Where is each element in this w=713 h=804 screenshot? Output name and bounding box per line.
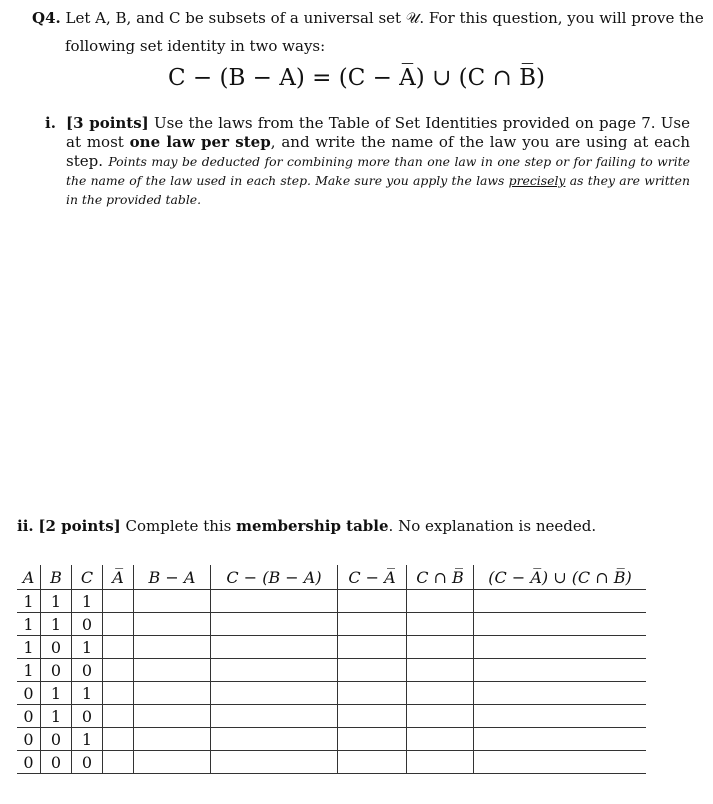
- table-cell-blank[interactable]: [474, 682, 647, 705]
- table-cell-blank[interactable]: [407, 590, 474, 613]
- table-cell-blank[interactable]: [407, 659, 474, 682]
- part-i: [45, 114, 690, 209]
- table-cell-blank[interactable]: [338, 659, 407, 682]
- table-cell-value: 1: [41, 705, 72, 728]
- table-cell-blank[interactable]: [474, 613, 647, 636]
- table-cell-blank[interactable]: [211, 636, 338, 659]
- table-cell-blank[interactable]: [407, 728, 474, 751]
- table-row: [17, 613, 646, 636]
- table-cell-blank[interactable]: [134, 682, 211, 705]
- header-c: C: [72, 565, 103, 590]
- part-ii-points: [2 points]: [38, 517, 121, 535]
- table-cell-value: 0: [17, 705, 41, 728]
- table-cell-blank[interactable]: [211, 751, 338, 774]
- part-i-label: i.: [45, 114, 56, 132]
- table-cell-value: 1: [41, 590, 72, 613]
- question-line-1: [32, 9, 704, 27]
- table-cell-value: 0: [41, 659, 72, 682]
- table-cell-value: 0: [17, 682, 41, 705]
- table-cell-blank[interactable]: [134, 636, 211, 659]
- part-i-text: [66, 114, 690, 209]
- question-text-1: Let A, B, and C be subsets of a universal set 𝒰. For this question, you will prove the: [65, 9, 704, 27]
- table-row: [17, 659, 646, 682]
- table-cell-blank[interactable]: [211, 682, 338, 705]
- table-cell-blank[interactable]: [338, 682, 407, 705]
- header-c-minus-a-complement: C − A̅: [338, 565, 407, 590]
- table-cell-value: 0: [72, 705, 103, 728]
- table-cell-blank[interactable]: [474, 636, 647, 659]
- table-cell-blank[interactable]: [338, 705, 407, 728]
- table-cell-value: 0: [72, 659, 103, 682]
- table-row: [17, 728, 646, 751]
- table-cell-value: 0: [41, 636, 72, 659]
- table-cell-value: 1: [17, 590, 41, 613]
- set-identity-equation: C − (B − A) = (C − A̅) ∪ (C ∩ B̅): [167, 65, 546, 91]
- table-cell-blank[interactable]: [103, 636, 134, 659]
- table-cell-blank[interactable]: [407, 751, 474, 774]
- part-i-text-a: Use the laws from the Table of Set Identities provided on page 7. Use at most: [66, 114, 690, 151]
- table-cell-blank[interactable]: [338, 590, 407, 613]
- table-cell-blank[interactable]: [134, 751, 211, 774]
- table-cell-value: 0: [17, 751, 41, 774]
- table-cell-value: 0: [72, 751, 103, 774]
- part-ii-text-b: . No explanation is needed.: [388, 517, 597, 535]
- table-cell-value: 0: [17, 728, 41, 751]
- table-cell-value: 1: [72, 590, 103, 613]
- table-cell-blank[interactable]: [103, 590, 134, 613]
- table-cell-value: 1: [17, 659, 41, 682]
- table-cell-blank[interactable]: [474, 728, 647, 751]
- table-cell-blank[interactable]: [407, 636, 474, 659]
- table-cell-blank[interactable]: [103, 682, 134, 705]
- table-cell-value: 1: [72, 636, 103, 659]
- table-cell-blank[interactable]: [134, 590, 211, 613]
- table-cell-blank[interactable]: [103, 728, 134, 751]
- table-cell-blank[interactable]: [338, 613, 407, 636]
- table-cell-blank[interactable]: [407, 705, 474, 728]
- table-cell-blank[interactable]: [134, 728, 211, 751]
- part-i-note-underline: precisely: [508, 173, 566, 188]
- table-cell-blank[interactable]: [211, 590, 338, 613]
- part-ii-bold: membership table: [236, 517, 389, 535]
- table-cell-blank[interactable]: [407, 613, 474, 636]
- part-ii-label: ii.: [17, 517, 34, 535]
- table-cell-blank[interactable]: [338, 751, 407, 774]
- header-a: A: [17, 565, 41, 590]
- table-cell-blank[interactable]: [134, 613, 211, 636]
- table-cell-blank[interactable]: [474, 751, 647, 774]
- table-cell-value: 1: [72, 728, 103, 751]
- table-cell-blank[interactable]: [338, 728, 407, 751]
- table-cell-value: 1: [17, 613, 41, 636]
- part-ii-text-a: Complete this: [125, 517, 232, 535]
- table-cell-blank[interactable]: [134, 659, 211, 682]
- part-i-bold: one law per step: [129, 133, 271, 151]
- part-i-points: [3 points]: [66, 114, 149, 132]
- table-cell-blank[interactable]: [474, 659, 647, 682]
- membership-table-header-row: [17, 565, 646, 590]
- table-cell-value: 0: [41, 728, 72, 751]
- membership-table: [17, 565, 646, 774]
- part-i-text-b: , and write the name of the law you are using at each step.: [66, 133, 691, 170]
- table-cell-blank[interactable]: [103, 705, 134, 728]
- part-i-note: [66, 154, 690, 207]
- header-b: B: [41, 565, 72, 590]
- table-cell-blank[interactable]: [474, 705, 647, 728]
- table-cell-value: 1: [41, 613, 72, 636]
- question-label: Q4.: [32, 9, 61, 27]
- table-cell-blank[interactable]: [211, 728, 338, 751]
- table-cell-blank[interactable]: [134, 705, 211, 728]
- table-row: [17, 636, 646, 659]
- table-cell-blank[interactable]: [407, 682, 474, 705]
- table-cell-value: 0: [72, 613, 103, 636]
- header-c-minus-b-minus-a: C − (B − A): [211, 565, 338, 590]
- table-cell-blank[interactable]: [103, 751, 134, 774]
- part-i-note-b: as they are written in the provided table.: [66, 173, 690, 207]
- table-cell-blank[interactable]: [103, 659, 134, 682]
- table-cell-value: 1: [72, 682, 103, 705]
- part-ii: [17, 517, 596, 535]
- header-c-intersect-b-complement: C ∩ B̅: [407, 565, 474, 590]
- header-a-complement: A̅: [103, 565, 134, 590]
- question-text-2: following set identity in two ways:: [65, 37, 326, 55]
- table-cell-blank[interactable]: [338, 636, 407, 659]
- table-row: [17, 705, 646, 728]
- header-b-minus-a: B − A: [134, 565, 211, 590]
- table-row: [17, 751, 646, 774]
- table-row: [17, 682, 646, 705]
- table-cell-value: 1: [17, 636, 41, 659]
- table-cell-blank[interactable]: [211, 705, 338, 728]
- table-cell-blank[interactable]: [211, 659, 338, 682]
- table-cell-value: 0: [41, 751, 72, 774]
- header-union-result: (C − A̅) ∪ (C ∩ B̅): [474, 565, 647, 590]
- table-cell-blank[interactable]: [211, 613, 338, 636]
- part-i-note-a: Points may be deducted for combining more than one law in one step or for failing to write the name of the law used in each step. Make sure you apply the laws: [66, 154, 690, 188]
- table-cell-value: 1: [41, 682, 72, 705]
- table-cell-blank[interactable]: [103, 613, 134, 636]
- table-row: [17, 590, 646, 613]
- table-cell-blank[interactable]: [474, 590, 647, 613]
